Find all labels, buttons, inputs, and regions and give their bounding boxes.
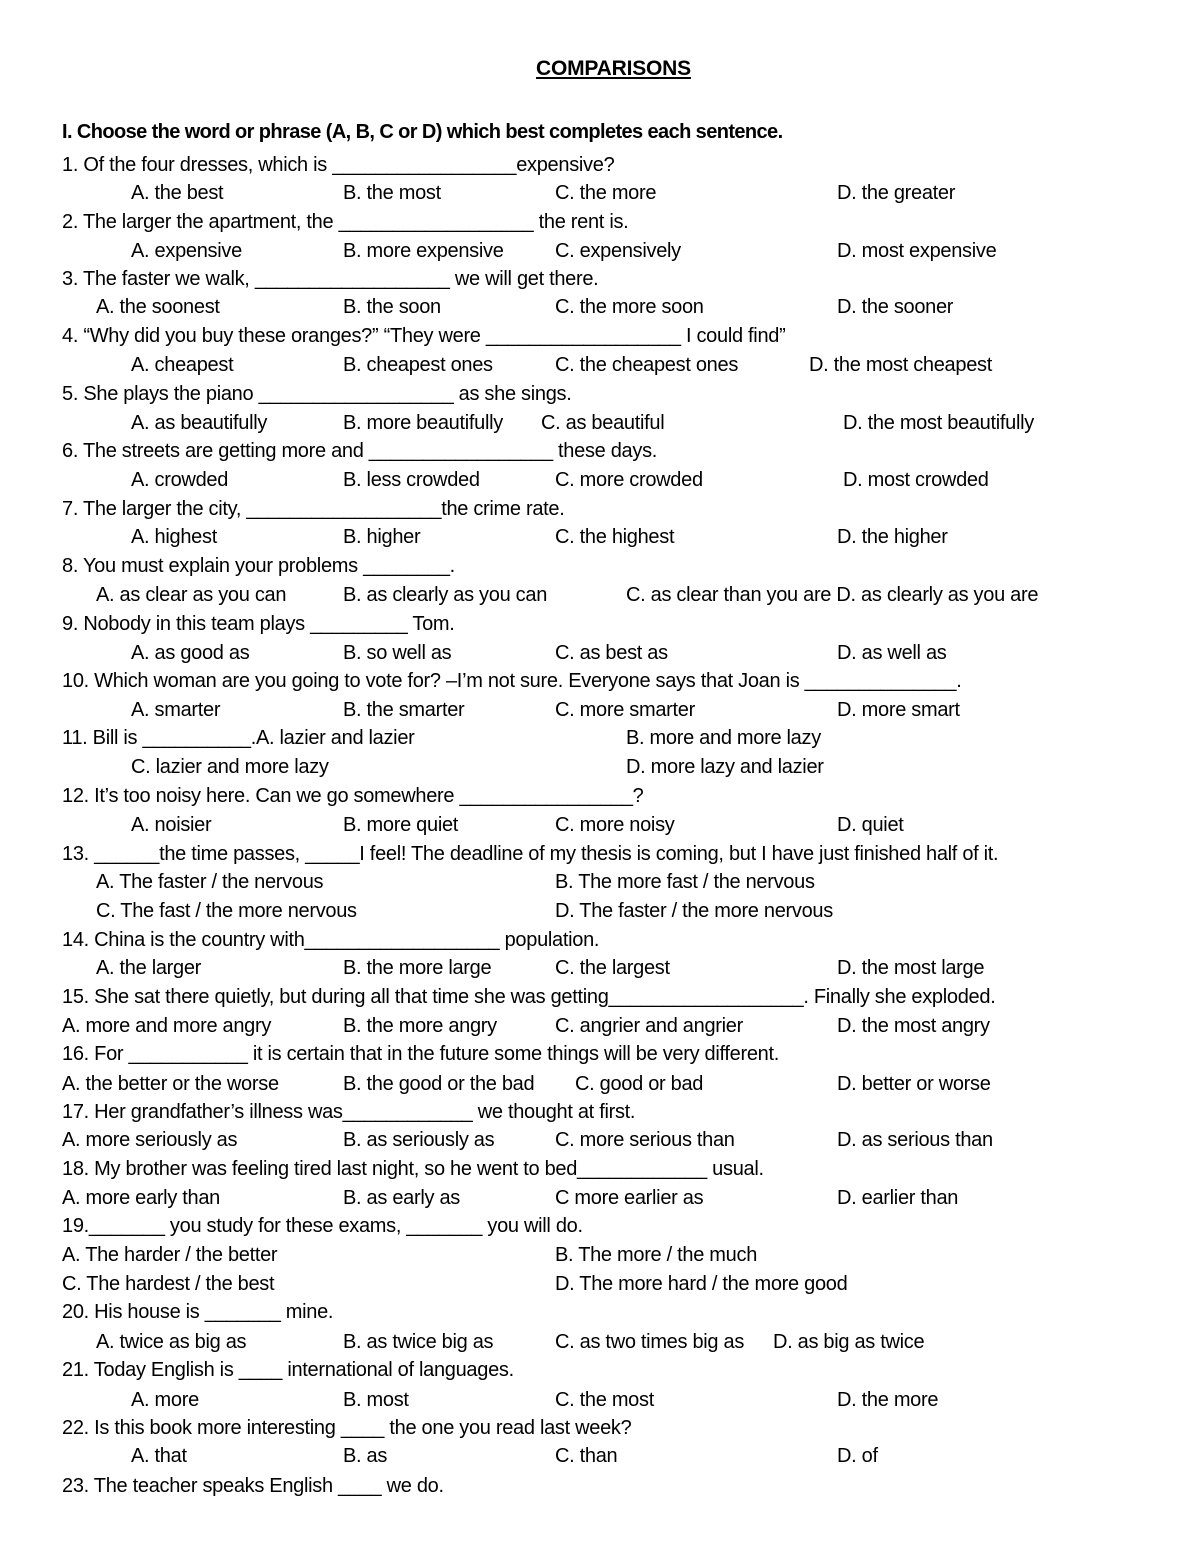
answer-option: D. The more hard / the more good bbox=[555, 1273, 848, 1295]
answer-option: B. the more angry bbox=[343, 1015, 497, 1037]
answer-option: A. the best bbox=[131, 182, 224, 204]
answer-option: C. the most bbox=[555, 1389, 654, 1411]
answer-option: C. angrier and angrier bbox=[555, 1015, 743, 1037]
answer-option: A. more seriously as bbox=[62, 1129, 238, 1151]
answer-option: B. the smarter bbox=[343, 699, 465, 721]
question-text: 6. The streets are getting more and _________________ these days. bbox=[62, 440, 658, 462]
question-text: 7. The larger the city, __________________the crime rate. bbox=[62, 498, 565, 520]
answer-option: A. more and more angry bbox=[62, 1015, 272, 1037]
answer-option: D. the most angry bbox=[837, 1015, 990, 1037]
answer-options-row bbox=[0, 1328, 1200, 1356]
answer-options-row bbox=[0, 1126, 1200, 1154]
answer-options-row bbox=[0, 1442, 1200, 1470]
answer-option: B. more expensive bbox=[343, 240, 504, 262]
answer-option: A. twice as big as bbox=[96, 1331, 247, 1353]
answer-option: A. as clear as you can bbox=[96, 584, 287, 606]
answer-option: C. than bbox=[555, 1445, 618, 1467]
answer-option: B. The more / the much bbox=[555, 1244, 758, 1266]
answer-option: C. lazier and more lazy bbox=[131, 756, 329, 778]
answer-options-row bbox=[0, 409, 1200, 437]
answer-option: C. as two times big as bbox=[555, 1331, 745, 1353]
answer-option: A. that bbox=[131, 1445, 187, 1467]
question-text: 20. His house is _______ mine. bbox=[62, 1301, 334, 1323]
answer-options-row bbox=[0, 293, 1200, 321]
question-text: 9. Nobody in this team plays _________ Tom. bbox=[62, 613, 455, 635]
answer-option: D. the most beautifully bbox=[843, 412, 1034, 434]
answer-option: D. the most large bbox=[837, 957, 985, 979]
answer-options-row bbox=[0, 1241, 1200, 1269]
answer-option: C. good or bad bbox=[575, 1073, 704, 1095]
question-text: 17. Her grandfather’s illness was____________ we thought at first. bbox=[62, 1101, 636, 1123]
answer-option: A. expensive bbox=[131, 240, 242, 262]
answer-option: D. more lazy and lazier bbox=[626, 756, 824, 778]
answer-option: C. the more soon bbox=[555, 296, 704, 318]
answer-option: D. as well as bbox=[837, 642, 947, 664]
question-text: 12. It’s too noisy here. Can we go somewhere ________________? bbox=[62, 785, 644, 807]
answer-option: A. The harder / the better bbox=[62, 1244, 278, 1266]
answer-options-row bbox=[0, 954, 1200, 982]
answer-options-row bbox=[0, 351, 1200, 379]
answer-option: D. the greater bbox=[837, 182, 956, 204]
question-text: 3. The faster we walk, __________________ we will get there. bbox=[62, 268, 599, 290]
answer-option: A. as beautifully bbox=[131, 412, 268, 434]
answer-option: C. The hardest / the best bbox=[62, 1273, 275, 1295]
answer-option: 11. Bill is __________.A. lazier and lazier bbox=[62, 727, 415, 749]
answer-option: A. The faster / the nervous bbox=[96, 871, 324, 893]
answer-option: B. cheapest ones bbox=[343, 354, 493, 376]
answer-option: A. highest bbox=[131, 526, 217, 548]
answer-option: A. the larger bbox=[96, 957, 202, 979]
page-title: COMPARISONS bbox=[536, 57, 691, 80]
answer-option: D. as serious than bbox=[837, 1129, 993, 1151]
answer-option: C. The fast / the more nervous bbox=[96, 900, 357, 922]
question-text: 23. The teacher speaks English ____ we do. bbox=[62, 1475, 444, 1497]
answer-options-row bbox=[0, 696, 1200, 724]
answer-option: B. as bbox=[343, 1445, 388, 1467]
answer-options-row bbox=[0, 1270, 1200, 1298]
question-text: 5. She plays the piano __________________ as she sings. bbox=[62, 383, 572, 405]
answer-options-row bbox=[0, 811, 1200, 839]
answer-option: B. so well as bbox=[343, 642, 452, 664]
answer-option: D. as big as twice bbox=[773, 1331, 925, 1353]
answer-options-row bbox=[0, 1386, 1200, 1414]
answer-options-row bbox=[0, 581, 1200, 609]
answer-option: A. as good as bbox=[131, 642, 250, 664]
answer-options-row bbox=[0, 868, 1200, 896]
question-text: 19._______ you study for these exams, _______ you will do. bbox=[62, 1215, 583, 1237]
answer-option: B. The more fast / the nervous bbox=[555, 871, 815, 893]
answer-option: B. higher bbox=[343, 526, 421, 548]
answer-option: C. the cheapest ones bbox=[555, 354, 739, 376]
answer-options-row bbox=[0, 1012, 1200, 1040]
answer-option: C. more crowded bbox=[555, 469, 703, 491]
answer-option: A. cheapest bbox=[131, 354, 234, 376]
question-text: 21. Today English is ____ international of languages. bbox=[62, 1359, 514, 1381]
answer-option: A. more early than bbox=[62, 1187, 221, 1209]
answer-option: D. earlier than bbox=[837, 1187, 959, 1209]
answer-option: B. the most bbox=[343, 182, 441, 204]
answer-option: C. the largest bbox=[555, 957, 670, 979]
question-text: 10. Which woman are you going to vote for? –I’m not sure. Everyone says that Joan is ______________. bbox=[62, 670, 962, 692]
question-text: 2. The larger the apartment, the __________________ the rent is. bbox=[62, 211, 629, 233]
answer-options-row bbox=[0, 753, 1200, 781]
answer-option: B. the good or the bad bbox=[343, 1073, 535, 1095]
answer-option: C. more serious than bbox=[555, 1129, 735, 1151]
answer-options-row bbox=[0, 639, 1200, 667]
answer-option: D. most expensive bbox=[837, 240, 997, 262]
answer-option: C more earlier as bbox=[555, 1187, 704, 1209]
answer-option: C. expensively bbox=[555, 240, 681, 262]
answer-option: A. noisier bbox=[131, 814, 212, 836]
answer-options-row bbox=[0, 237, 1200, 265]
answer-option: B. more beautifully bbox=[343, 412, 503, 434]
answer-option: C. the highest bbox=[555, 526, 675, 548]
answer-option: D. more smart bbox=[837, 699, 960, 721]
answer-option: D. better or worse bbox=[837, 1073, 991, 1095]
answer-option: B. more quiet bbox=[343, 814, 459, 836]
answer-option: D. of bbox=[837, 1445, 878, 1467]
answer-option: B. the more large bbox=[343, 957, 492, 979]
question-text: 22. Is this book more interesting ____ the one you read last week? bbox=[62, 1417, 632, 1439]
answer-option: D. The faster / the more nervous bbox=[555, 900, 833, 922]
question-text: 15. She sat there quietly, but during all that time she was getting__________________. Finally she exploded. bbox=[62, 986, 996, 1008]
answer-options-row bbox=[0, 523, 1200, 551]
answer-options-row bbox=[0, 724, 1200, 752]
answer-option: A. the soonest bbox=[96, 296, 220, 318]
answer-option: B. less crowded bbox=[343, 469, 480, 491]
answer-option: A. more bbox=[131, 1389, 199, 1411]
answer-option: B. as clearly as you can bbox=[343, 584, 548, 606]
answer-option: C. more noisy bbox=[555, 814, 675, 836]
answer-option: A. smarter bbox=[131, 699, 221, 721]
answer-option: D. quiet bbox=[837, 814, 904, 836]
answer-option: A. crowded bbox=[131, 469, 229, 491]
question-text: 8. You must explain your problems ________. bbox=[62, 555, 455, 577]
answer-option: B. the soon bbox=[343, 296, 441, 318]
answer-options-row bbox=[0, 897, 1200, 925]
answer-option: D. the sooner bbox=[837, 296, 954, 318]
answer-option: B. as early as bbox=[343, 1187, 460, 1209]
answer-options-row bbox=[0, 179, 1200, 207]
answer-option: D. the more bbox=[837, 1389, 939, 1411]
answer-option: D. the most cheapest bbox=[809, 354, 992, 376]
answer-option: B. as twice big as bbox=[343, 1331, 494, 1353]
answer-options-row bbox=[0, 1184, 1200, 1212]
question-text: 14. China is the country with__________________ population. bbox=[62, 929, 600, 951]
answer-option: B. more and more lazy bbox=[626, 727, 821, 749]
question-text: 13. ______the time passes, _____I feel! The deadline of my thesis is coming, but I have just finished half of it. bbox=[62, 843, 999, 865]
question-text: 1. Of the four dresses, which is _________________expensive? bbox=[62, 154, 615, 176]
question-text: 16. For ___________ it is certain that in the future some things will be very different. bbox=[62, 1043, 779, 1065]
question-text: 18. My brother was feeling tired last night, so he went to bed____________ usual. bbox=[62, 1158, 764, 1180]
answer-option: C. more smarter bbox=[555, 699, 695, 721]
answer-option: D. most crowded bbox=[843, 469, 989, 491]
answer-option: D. the higher bbox=[837, 526, 948, 548]
answer-options-row bbox=[0, 1070, 1200, 1098]
answer-option: C. the more bbox=[555, 182, 657, 204]
answer-option: C. as best as bbox=[555, 642, 668, 664]
answer-option: A. the better or the worse bbox=[62, 1073, 279, 1095]
answer-option: B. most bbox=[343, 1389, 409, 1411]
instruction-heading: I. Choose the word or phrase (A, B, C or D) which best completes each sentence. bbox=[62, 121, 783, 143]
answer-option: C. as beautiful bbox=[541, 412, 665, 434]
answer-options-row bbox=[0, 466, 1200, 494]
question-text: 4. “Why did you buy these oranges?” “They were __________________ I could find” bbox=[62, 325, 786, 347]
answer-option: C. as clear than you are D. as clearly as you are bbox=[626, 584, 1039, 606]
answer-option: B. as seriously as bbox=[343, 1129, 495, 1151]
